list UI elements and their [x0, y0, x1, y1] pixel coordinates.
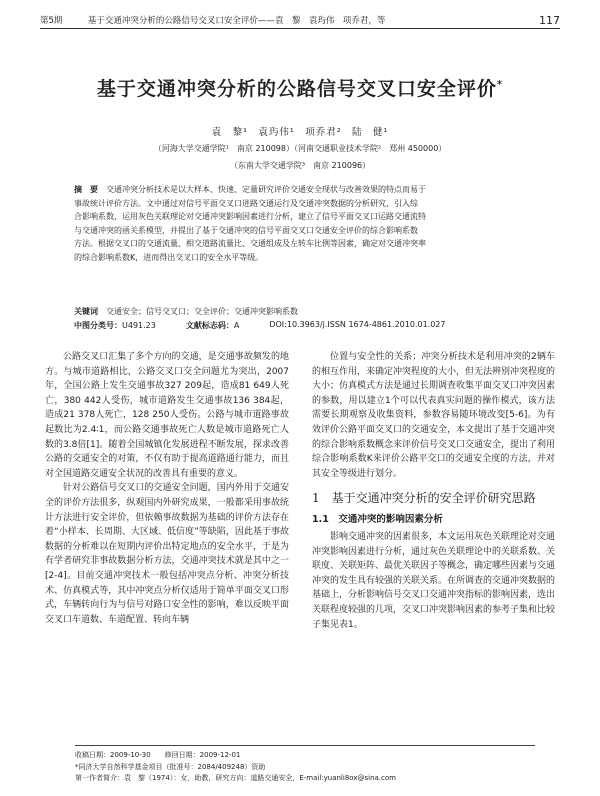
- clc-number: 中图分类号：U491.23: [74, 321, 156, 330]
- footnote-dates: 收稿日期：2009-10-30 修回日期：2009-12-01: [75, 751, 241, 759]
- footnote-funding: *同济大学自然科学基金项目（批准号：2084/409248）资助: [75, 762, 266, 771]
- classification-line: [74, 320, 544, 331]
- title-footnote-mark: *: [496, 79, 504, 91]
- abstract-line: [74, 183, 526, 197]
- abstract-line: 与交通冲突的函关系模型，并提出了基于交通冲突的信号平面交叉口交通安全评价的综合影响系数: [74, 225, 418, 235]
- author-list: 袁 黎¹ 袁玙伟¹ 项乔君² 陆 健¹: [211, 127, 389, 138]
- right-column: [312, 350, 555, 632]
- abstract: [74, 183, 526, 265]
- abstract-line-text: 交通冲突分析技术是以大样本、快速、定量研究评价交通安全现状与改善效果的特点而易于: [106, 185, 426, 194]
- section-title: 基于交通冲突分析的安全评价研究思路: [331, 491, 536, 506]
- doi: DOI:10.3963/j.ISSN 1674-4861.2010.01.027: [269, 320, 446, 329]
- affiliation-1: （河海大学交通学院¹ 南京 210098）（河南交通职业技术学院² 郑州 450000）: [153, 144, 447, 153]
- section-heading: [312, 489, 555, 507]
- abstract-label: 摘 要: [74, 185, 98, 194]
- footnotes: [75, 745, 535, 785]
- keywords-label: 关键词: [74, 307, 98, 316]
- body-paragraph: 公路交叉口汇集了多个方向的交通，是交通事故频发的地方。与城市道路相比，公路交叉口交全问题尤为突出，2007年，全国公路上发生交通事故327 209起，造成81 649人死亡，380 442人受伤，城市道路发生交通事故136 384起，造成21 378人死亡，128 250人受伤。公路与城市道路事故起数比为2.4∶1，而公路交通事故死亡人数是城市道路死亡人数的3.8倍[1]。随着全国城镇化发展进程不断发展，探求改善公路的交通安全的对策，不仅有助于提高道路通行能力，而且对全国道路交通安全状况的改善具有重要的意义。: [45, 352, 289, 479]
- subsection-number: 1.1: [312, 514, 329, 526]
- paper-title: [0, 74, 600, 101]
- section-number: 1: [312, 491, 320, 506]
- running-title: 第5期 基于交通冲突分析的公路信号交叉口安全评价——袁 黎 袁玙伟 项乔君，等: [40, 16, 386, 26]
- affiliation-2: （东南大学交通学院³ 南京 210096）: [229, 161, 371, 170]
- running-header: [40, 12, 560, 29]
- document-code: 文献标志码：A: [185, 321, 240, 330]
- left-column: [45, 350, 289, 627]
- title-text: 基于交通冲突分析的公路信号交叉口安全评价: [96, 78, 497, 100]
- body-paragraph: 位置与安全性的关系；冲突分析技术是利用冲突的2辆车的相互作用，来确定冲突程度的大小，但无法辨别冲突程度的大小；仿真模式方法是通过长期调查收集平面交叉口冲突因素的参数，用以建立1个可以代表真实问题的操作模式，该方法需要长期观察及收集资料，参数容易随环境改变[5-6]。为有效评价公路平面交叉口的交通安全，本文提出了基于交通冲突的综合影响系数概念来评价信号交叉口交通安全，提出了利用综合影响系数K来评价公路平交口的交通安全度的方法，并对其安全等级进行划分。: [312, 352, 556, 479]
- abstract-line: 事故统计评价方法。文中通过对信号平面交叉口进路交通运行及交通冲突数据的分析研究，引入综: [74, 198, 418, 208]
- keywords-text: 交通安全；信号交叉口；交全评价；交通冲突影响系数: [106, 307, 298, 316]
- abstract-line: 的综合影响系数K，进而得出交叉口的安全水平等级。: [74, 252, 264, 262]
- keywords: [74, 305, 526, 319]
- footnote-author: 第一作者简介：袁 黎（1974）：女，助教，研究方向：道路交通安全，E-mail:yuanli8ox@sina.com: [75, 774, 396, 782]
- abstract-line: 方法。根据交叉口的交通流量、相交道路流量比、交通组成及左转车比例等因素，确定对交通冲突率: [74, 239, 426, 249]
- body-paragraph: 影响交通冲突的因素很多，本文运用灰色关联理论对交通冲突影响因素进行分析，通过灰色关联理论中的关联系数、关联度、关联矩阵、最优关联因子等概念，确定哪些因素与交通冲突的发生具有较强的关联关系。在所调查的交通冲突数据的基础上，分析影响信号交叉口交通冲突指标的影响因素，选出关联程度较强的几项，交叉口冲突影响因素的参考子集和比较子集见表1。: [312, 531, 556, 630]
- abstract-line: 合影响系数，运用灰色关联理论对交通冲突影响因素进行分析，建立了信号平面交叉口运路交通流特: [74, 212, 426, 222]
- subsection-title: 交通冲突的影响因素分析: [338, 514, 443, 526]
- subsection-heading: [312, 513, 555, 528]
- body-paragraph: 针对公路信号交叉口的交通安全问题，国内外用于交通安全的评价方法很多，纵观国内外研究成果，一般都采用事故统计方法进行安全评价，但依赖事故数据为基础的评价方法存在着“小样本、长周期、大区域、低信度”等缺陷，因此基于事故数据的分析难以在短期内评价出特定地点的安全水平，于是为有学者研究非事故数据分析方法，交通冲突技术就是其中之一[2-4]。目前交通冲突技术一般包括冲突点分析、冲突分析技术、仿真模式等，其中冲突点分析仅适用于简单平面交叉口形式，车辆转向行为与信号对路口安全性的影响，难以反映平面交叉口车道数、车道配置、转向车辆: [45, 483, 289, 625]
- page-number: 117: [539, 13, 560, 27]
